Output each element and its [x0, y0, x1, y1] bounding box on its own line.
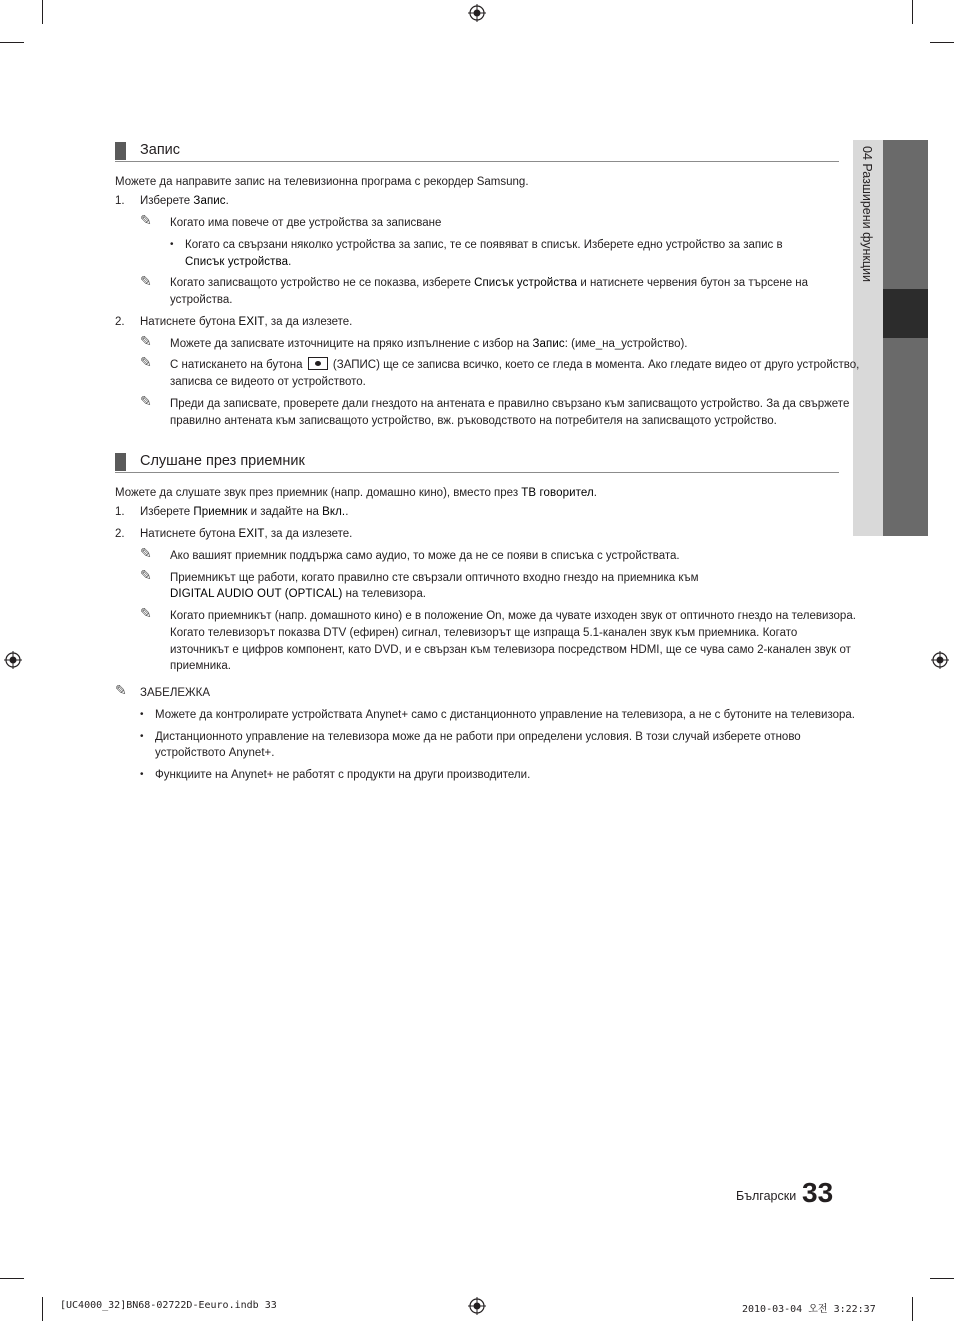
- note-text: Ако вашият приемник поддържа само аудио, то може да не се появи в списъка с устройствата.: [170, 550, 680, 562]
- note-heading: ЗАБЕЛЕЖКА: [140, 687, 211, 699]
- note-pencil-icon: ✎: [140, 333, 152, 349]
- step-text: Изберете Запис.: [140, 195, 229, 207]
- bullet-icon: •: [140, 769, 144, 780]
- bullet-text: Функциите на Anynet+ не работят с продукти на други производители.: [155, 769, 531, 781]
- note-text: Когато приемникът (напр. домашното кино) е в положение On, може да чувате изходен звук от оптичното гнездо на телевизора.: [170, 610, 856, 622]
- crop-mark: [912, 1297, 913, 1321]
- section-title: Слушане през приемник: [140, 453, 305, 469]
- note-text: DIGITAL AUDIO OUT (OPTICAL) на телевизора.: [170, 588, 426, 600]
- crop-mark: [42, 0, 43, 24]
- footer-language: Български: [736, 1189, 797, 1203]
- bullet-icon: •: [140, 731, 144, 742]
- note-text: Когато има повече от две устройства за записване: [170, 217, 442, 229]
- bullet-text: устройството Anynet+.: [155, 747, 275, 759]
- registration-mark-icon: [4, 651, 22, 669]
- heading-bar: [115, 142, 126, 160]
- note-pencil-icon: ✎: [140, 605, 152, 621]
- registration-mark-icon: [931, 651, 949, 669]
- registration-mark-icon: [468, 1297, 486, 1315]
- note-text: С натискането на бутона (ЗАПИС) ще се записва всичко, което се гледа в момента. Ако гледате видео от друго устройство,: [170, 359, 860, 371]
- note-text: Когато телевизорът показва DTV (ефирен) сигнал, телевизорът ще изпраща 5.1-канален звук към приемника. Когато: [170, 627, 798, 639]
- note-pencil-icon: ✎: [140, 545, 152, 561]
- print-imprint-file: [UC4000_32]BN68-02722D-Eeuro.indb 33: [60, 1300, 277, 1311]
- note-text: правилно антената към записващото устройство, вж. ръководството на потребителя на записващото устройство.: [170, 415, 777, 427]
- crop-mark: [930, 1278, 954, 1279]
- note-text: приемника.: [170, 660, 231, 672]
- note-pencil-icon: ✎: [140, 354, 152, 370]
- paragraph: Можете да слушате звук през приемник (напр. домашно кино), вместо през ТВ говорител.: [115, 487, 597, 499]
- bullet-icon: •: [140, 709, 144, 720]
- paragraph: Можете да направите запис на телевизионна програма с рекордер Samsung.: [115, 176, 529, 188]
- section-heading: [115, 452, 839, 473]
- note-pencil-icon: ✎: [140, 393, 152, 409]
- step-number: 2.: [115, 316, 125, 328]
- crop-mark: [0, 1278, 24, 1279]
- heading-bar: [115, 453, 126, 471]
- chapter-tab-label: 04 Разширени функции: [860, 146, 874, 283]
- section-heading: [115, 141, 839, 162]
- page-number: 33: [802, 1177, 834, 1208]
- bullet-text: Списък устройства.: [185, 256, 292, 268]
- bullet-text: Когато са свързани няколко устройства за запис, те се появяват в списък. Изберете едно устройство за запис в: [185, 239, 783, 251]
- crop-mark: [0, 42, 24, 43]
- step-text: Натиснете бутона EXIT, за да излезете.: [140, 528, 353, 540]
- chapter-tab-strip: [883, 140, 928, 536]
- step-number: 2.: [115, 528, 125, 540]
- section-title: Запис: [140, 142, 181, 158]
- bullet-text: Дистанционното управление на телевизора може да не работи при определени условия. В този случай изберете отново: [155, 731, 801, 743]
- note-text: записва се видеото от устройството.: [170, 376, 366, 388]
- note-pencil-icon: ✎: [140, 212, 152, 228]
- note-text: източникът е цифров компонент, като DVD, и е свързан към телевизора посредством HDMI, ще се чува само 2-канален звук от: [170, 644, 851, 656]
- step-text: Изберете Приемник и задайте на Вкл..: [140, 506, 349, 518]
- note-text: Можете да записвате източниците на пряко изпълнение с избор на Запис: (име_на_устройство).: [170, 338, 688, 350]
- record-button-icon: [308, 357, 328, 370]
- step-number: 1.: [115, 506, 125, 518]
- bullet-text: Можете да контролирате устройствата Anynet+ само с дистанционното управление на телевизора, а не с бутоните на телевизора.: [155, 709, 855, 721]
- note-text: Когато записващото устройство не се показва, изберете Списък устройства и натиснете червения бутон за търсене на: [170, 277, 809, 289]
- note-pencil-icon: ✎: [140, 567, 152, 583]
- note-text: Преди да записвате, проверете дали гнездото на антената е правилно свързано към записващото устройство. За да свържете: [170, 398, 850, 410]
- registration-mark-icon: [468, 4, 486, 22]
- print-imprint-date: 2010-03-04 오전 3:22:37: [742, 1304, 876, 1315]
- note-pencil-icon: ✎: [115, 682, 127, 698]
- bullet-icon: •: [170, 239, 174, 250]
- step-number: 1.: [115, 195, 125, 207]
- crop-mark: [930, 42, 954, 43]
- crop-mark: [912, 0, 913, 24]
- note-pencil-icon: ✎: [140, 273, 152, 289]
- chapter-tab-marker: [883, 289, 928, 338]
- crop-mark: [42, 1297, 43, 1321]
- note-text: устройства.: [170, 294, 233, 306]
- step-text: Натиснете бутона EXIT, за да излезете.: [140, 316, 353, 328]
- note-text: Приемникът ще работи, когато правилно сте свързали оптичното входно гнездо на приемника към: [170, 572, 699, 584]
